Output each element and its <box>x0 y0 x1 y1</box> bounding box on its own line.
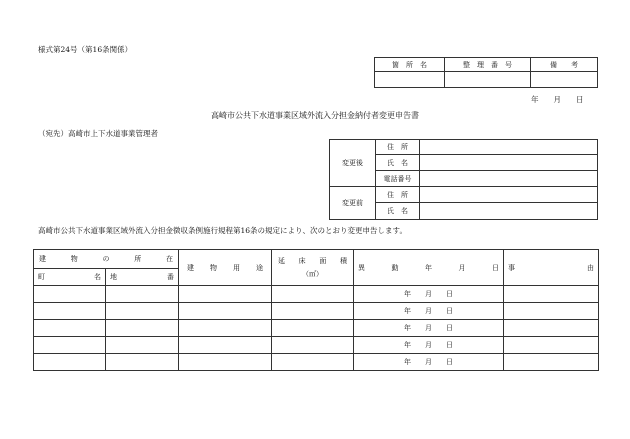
statement-text: 高崎市公共下水道事業区域外流入分担金徴収条例施行規程第16条の規定により、次のとおり変更申告します。 <box>38 226 407 235</box>
town-name-cell[interactable] <box>34 354 106 371</box>
building-use-cell[interactable] <box>179 337 272 354</box>
floor-area-header: 延 床 面 積 （㎡） <box>272 250 354 286</box>
after-name-field[interactable] <box>420 155 598 171</box>
after-phone-field[interactable] <box>420 171 598 187</box>
change-date-cell[interactable]: 年 月 日 <box>354 320 504 337</box>
town-name-header: 町 名 <box>34 269 106 286</box>
table-row <box>34 354 599 371</box>
building-use-cell[interactable] <box>179 303 272 320</box>
office-ref-number-header: 整 理 番 号 <box>445 58 531 72</box>
change-date-cell[interactable]: 年 月 日 <box>354 354 504 371</box>
building-use-cell[interactable] <box>179 354 272 371</box>
floor-area-cell[interactable] <box>272 320 354 337</box>
addressee: （宛先）高崎市上下水道事業管理者 <box>38 129 158 138</box>
floor-area-cell[interactable] <box>272 286 354 303</box>
change-date-cell[interactable]: 年 月 日 <box>354 303 504 320</box>
before-change-label: 変更前 <box>330 187 376 220</box>
before-name-label: 氏 名 <box>376 203 420 220</box>
office-remarks-cell[interactable] <box>531 72 598 88</box>
town-name-cell[interactable] <box>34 286 106 303</box>
office-use-table <box>374 57 598 88</box>
lot-number-cell[interactable] <box>106 337 179 354</box>
change-date-cell[interactable]: 年 月 日 <box>354 286 504 303</box>
floor-area-unit: （㎡） <box>302 270 323 278</box>
after-phone-label: 電話番号 <box>376 171 420 187</box>
after-address-label: 住 所 <box>376 140 420 155</box>
reason-cell[interactable] <box>504 286 599 303</box>
office-remarks-header: 備 考 <box>531 58 598 72</box>
floor-area-cell[interactable] <box>272 354 354 371</box>
reason-cell[interactable] <box>504 303 599 320</box>
applicant-table <box>329 139 598 220</box>
reason-cell[interactable] <box>504 320 599 337</box>
table-row <box>34 337 599 354</box>
lot-number-cell[interactable] <box>106 286 179 303</box>
floor-area-cell[interactable] <box>272 337 354 354</box>
date-line[interactable]: 年 月 日 <box>531 95 584 104</box>
office-ref-number-cell[interactable] <box>445 72 531 88</box>
office-location-header: 箇 所 名 <box>375 58 445 72</box>
form-title: 高崎市公共下水道事業区域外流入分担金納付者変更申告書 <box>211 111 419 120</box>
table-row <box>34 286 599 303</box>
before-name-field[interactable] <box>420 203 598 220</box>
town-name-cell[interactable] <box>34 337 106 354</box>
floor-area-cell[interactable] <box>272 303 354 320</box>
office-location-cell[interactable] <box>375 72 445 88</box>
town-name-cell[interactable] <box>34 303 106 320</box>
building-use-cell[interactable] <box>179 286 272 303</box>
form-number-label: 様式第24号（第16条関係） <box>38 45 133 54</box>
reason-cell[interactable] <box>504 354 599 371</box>
building-use-header: 建 物 用 途 <box>179 250 272 286</box>
reason-cell[interactable] <box>504 337 599 354</box>
town-name-cell[interactable] <box>34 320 106 337</box>
before-address-field[interactable] <box>420 187 598 203</box>
after-name-label: 氏 名 <box>376 155 420 171</box>
lot-number-header: 地 番 <box>106 269 179 286</box>
change-date-cell[interactable]: 年 月 日 <box>354 337 504 354</box>
before-address-label: 住 所 <box>376 187 420 203</box>
after-address-field[interactable] <box>420 140 598 155</box>
location-header: 建 物 の 所 在 <box>34 250 179 269</box>
change-date-header: 異 動 年 月 日 <box>354 250 504 286</box>
lot-number-cell[interactable] <box>106 303 179 320</box>
lot-number-cell[interactable] <box>106 320 179 337</box>
after-change-label: 変更後 <box>330 140 376 187</box>
building-table <box>33 249 599 371</box>
building-use-cell[interactable] <box>179 320 272 337</box>
lot-number-cell[interactable] <box>106 354 179 371</box>
table-row <box>34 320 599 337</box>
table-row <box>34 303 599 320</box>
reason-header: 事 由 <box>504 250 599 286</box>
